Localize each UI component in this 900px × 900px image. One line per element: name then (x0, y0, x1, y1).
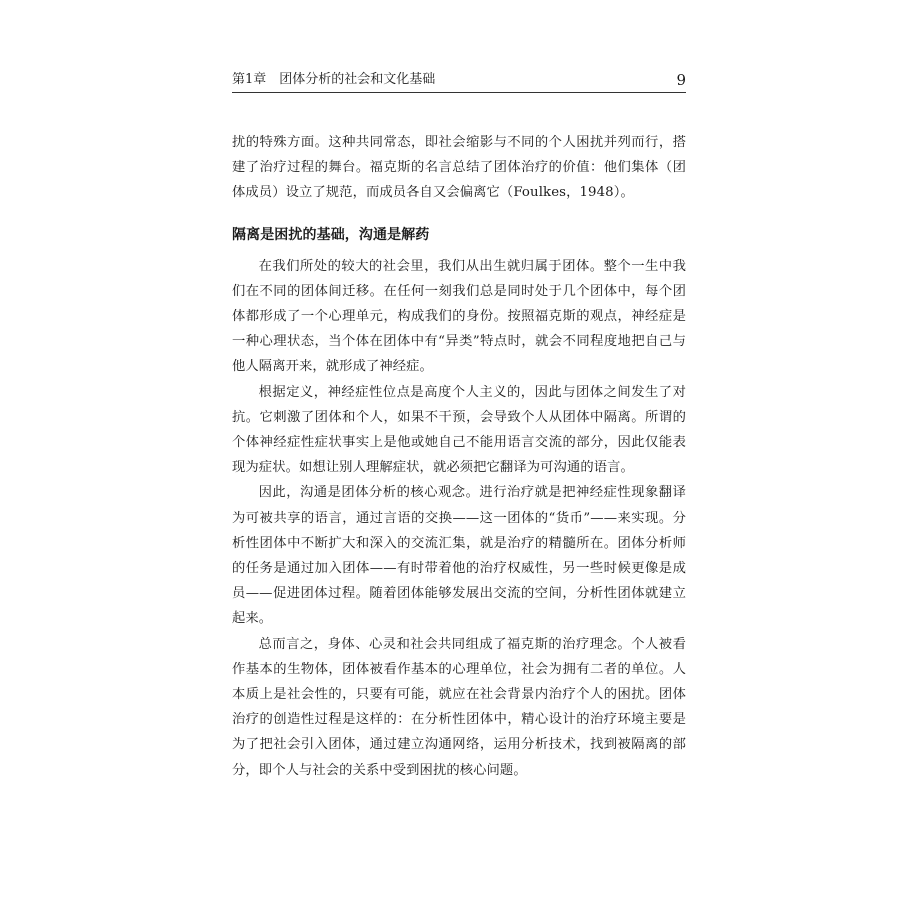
header-rule (232, 92, 686, 93)
running-header (232, 70, 686, 90)
intro-paragraph: 扰的特殊方面。这种共同常态，即社会缩影与不同的个人困扰并列而行，搭建了治疗过程的舞台。福克斯的名言总结了团体治疗的价值：他们集体（团体成员）设立了规范，而成员各自又会偏离它（Foulkes，1948）。 (232, 135, 686, 201)
paragraph-3: 因此，沟通是团体分析的核心观念。进行治疗就是把神经症性现象翻译为可被共享的语言，通过言语的交换——这一团体的“货币”——来实现。分析性团体中不断扩大和深入的交流汇集，就是治疗的精髓所在。团体分析师的任务是通过加入团体——有时带着他的治疗权威性，另一些时候更像是成员——促进团体过程。随着团体能够发展出交流的空间，分析性团体就建立起来。 (232, 485, 686, 627)
paragraph-4: 总而言之，身体、心灵和社会共同组成了福克斯的治疗理念。个人被看作基本的生物体，团体被看作基本的心理单位，社会为拥有二者的单位。人本质上是社会性的，只要有可能，就应在社会背景内治疗个人的困扰。团体治疗的创造性过程是这样的：在分析性团体中，精心设计的治疗环境主要是为了把社会引入团体，通过建立沟通网络，运用分析技术，找到被隔离的部分，即个人与社会的关系中受到困扰的核心问题。 (232, 636, 686, 778)
chapter-title: 第1章 团体分析的社会和文化基础 (232, 72, 436, 87)
section-heading: 隔离是困扰的基础，沟通是解药 (232, 226, 430, 243)
page-number: 9 (676, 71, 686, 89)
body-text (232, 130, 686, 783)
paragraph-1: 在我们所处的较大的社会里，我们从出生就归属于团体。整个一生中我们在不同的团体间迁移。在任何一刻我们总是同时处于几个团体中，每个团体都形成了一个心理单元，构成我们的身份。按照福克斯的观点，神经症是一种心理状态，当个体在团体中有“异类”特点时，就会不同程度地把自己与他人隔离开来，就形成了神经症。 (232, 258, 686, 375)
paragraph-2: 根据定义，神经症性位点是高度个人主义的，因此与团体之间发生了对抗。它刺激了团体和个人，如果不干预，会导致个人从团体中隔离。所谓的个体神经症性症状事实上是他或她自己不能用语言交流的部分，因此仅能表现为症状。如想让别人理解症状，就必须把它翻译为可沟通的语言。 (232, 384, 686, 476)
